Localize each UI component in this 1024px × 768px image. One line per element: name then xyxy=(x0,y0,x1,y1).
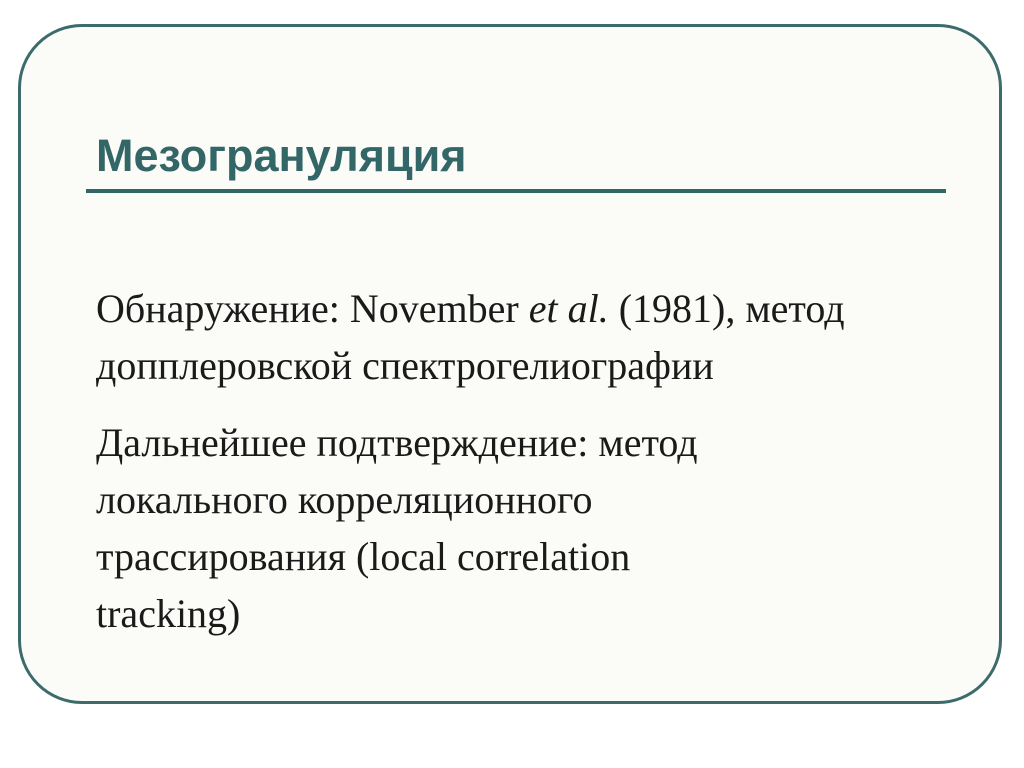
bullet-discovery-line-1 xyxy=(96,280,956,337)
discovery-citation-italic: et al. xyxy=(528,286,609,331)
discovery-text-before: Обнаружение: November xyxy=(96,286,529,331)
slide-title: Мезогрануляция xyxy=(96,130,467,181)
bullet-discovery-line-2: допплеровской спектрогелиографии xyxy=(96,343,714,388)
bullet-confirmation-line-2: локального корреляционного xyxy=(96,477,593,522)
discovery-text-after: (1981), метод xyxy=(608,286,845,331)
slide-body xyxy=(96,280,956,642)
bullet-discovery xyxy=(96,280,956,394)
bullet-confirmation-line-1: Дальнейшее подтверждение: метод xyxy=(96,420,698,465)
title-underline xyxy=(86,189,946,193)
bullet-confirmation-line-3: трассирования (local correlation xyxy=(96,534,631,579)
bullet-confirmation xyxy=(96,414,956,642)
bullet-confirmation-line-4: tracking) xyxy=(96,591,241,636)
